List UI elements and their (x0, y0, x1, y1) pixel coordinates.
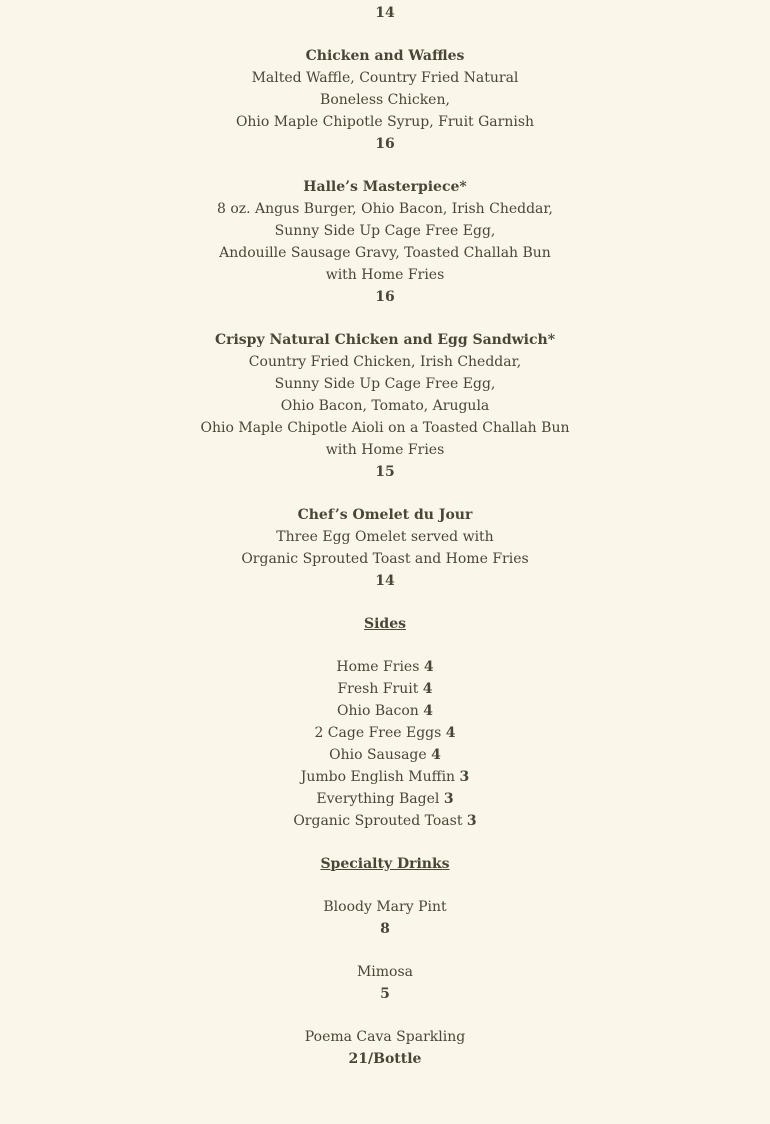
menu-item-chefs-omelet (0, 504, 770, 592)
side-price: 4 (445, 725, 456, 741)
item-description-line: Sunny Side Up Cage Free Egg, (274, 223, 496, 239)
side-price: 3 (459, 769, 470, 785)
item-price: 16 (375, 289, 395, 305)
drink-price: 5 (380, 986, 390, 1002)
side-item (0, 656, 770, 678)
drink-name: Poema Cava Sparkling (304, 1029, 466, 1045)
item-description-line: Country Fried Chicken, Irish Cheddar, (248, 354, 522, 370)
side-name: Jumbo English Muffin (300, 769, 456, 785)
section-heading-drinks: Specialty Drinks (320, 856, 450, 872)
side-price: 4 (423, 703, 433, 719)
side-name: Ohio Bacon (337, 703, 419, 719)
item-price: 15 (375, 464, 395, 480)
side-item (0, 700, 770, 722)
side-item (0, 678, 770, 700)
side-name: Organic Sprouted Toast (293, 813, 463, 829)
item-description-line: Sunny Side Up Cage Free Egg, (274, 376, 496, 392)
menu-item-crispy-chicken-egg-sandwich (0, 329, 770, 483)
side-name: Home Fries (336, 659, 420, 675)
menu-item-chicken-and-waffles (0, 45, 770, 155)
item-description-line: Organic Sprouted Toast and Home Fries (241, 551, 529, 567)
item-description-line: with Home Fries (325, 267, 445, 283)
item-description-line: Boneless Chicken, (320, 92, 450, 108)
side-price: 3 (466, 813, 477, 829)
item-name: Crispy Natural Chicken and Egg Sandwich* (214, 332, 556, 348)
item-description-line: Malted Waffle, Country Fried Natural (251, 70, 519, 86)
item-name: Chef’s Omelet du Jour (297, 507, 473, 523)
drinks-section (0, 853, 770, 1070)
item-description-line: Three Egg Omelet served with (276, 529, 494, 545)
side-price: 3 (443, 791, 454, 807)
side-name: Everything Bagel (316, 791, 440, 807)
side-item (0, 744, 770, 766)
item-price: 16 (375, 136, 395, 152)
drink-price: 21/Bottle (348, 1051, 422, 1067)
item-description-line: Ohio Maple Chipotle Syrup, Fruit Garnish (235, 114, 535, 130)
drink-price: 8 (380, 921, 390, 937)
item-description-line: 8 oz. Angus Burger, Ohio Bacon, Irish Cheddar, (216, 201, 553, 217)
menu (0, 2, 770, 1070)
side-name: Fresh Fruit (337, 681, 419, 697)
side-item (0, 766, 770, 788)
side-name: Ohio Sausage (329, 747, 427, 763)
side-price: 4 (422, 681, 433, 697)
side-item (0, 722, 770, 744)
side-name: 2 Cage Free Eggs (314, 725, 442, 741)
item-description-line: with Home Fries (325, 442, 445, 458)
sides-section (0, 613, 770, 832)
drink-name: Mimosa (356, 964, 414, 980)
section-heading-sides: Sides (363, 616, 406, 632)
menu-item-halles-masterpiece (0, 176, 770, 308)
item-price: 14 (375, 5, 395, 21)
item-description-line: Andouille Sausage Gravy, Toasted Challah Bun (219, 245, 551, 261)
item-description-line: Ohio Maple Chipotle Aioli on a Toasted Challah Bun (200, 420, 570, 436)
side-price: 4 (423, 659, 434, 675)
drink-name: Bloody Mary Pint (323, 899, 447, 915)
side-item (0, 788, 770, 810)
side-price: 4 (431, 747, 441, 763)
item-price: 14 (375, 573, 395, 589)
item-description-line: Ohio Bacon, Tomato, Arugula (280, 398, 490, 414)
item-name: Halle’s Masterpiece* (303, 179, 467, 195)
item-name: Chicken and Waffles (305, 48, 465, 64)
side-item (0, 810, 770, 832)
